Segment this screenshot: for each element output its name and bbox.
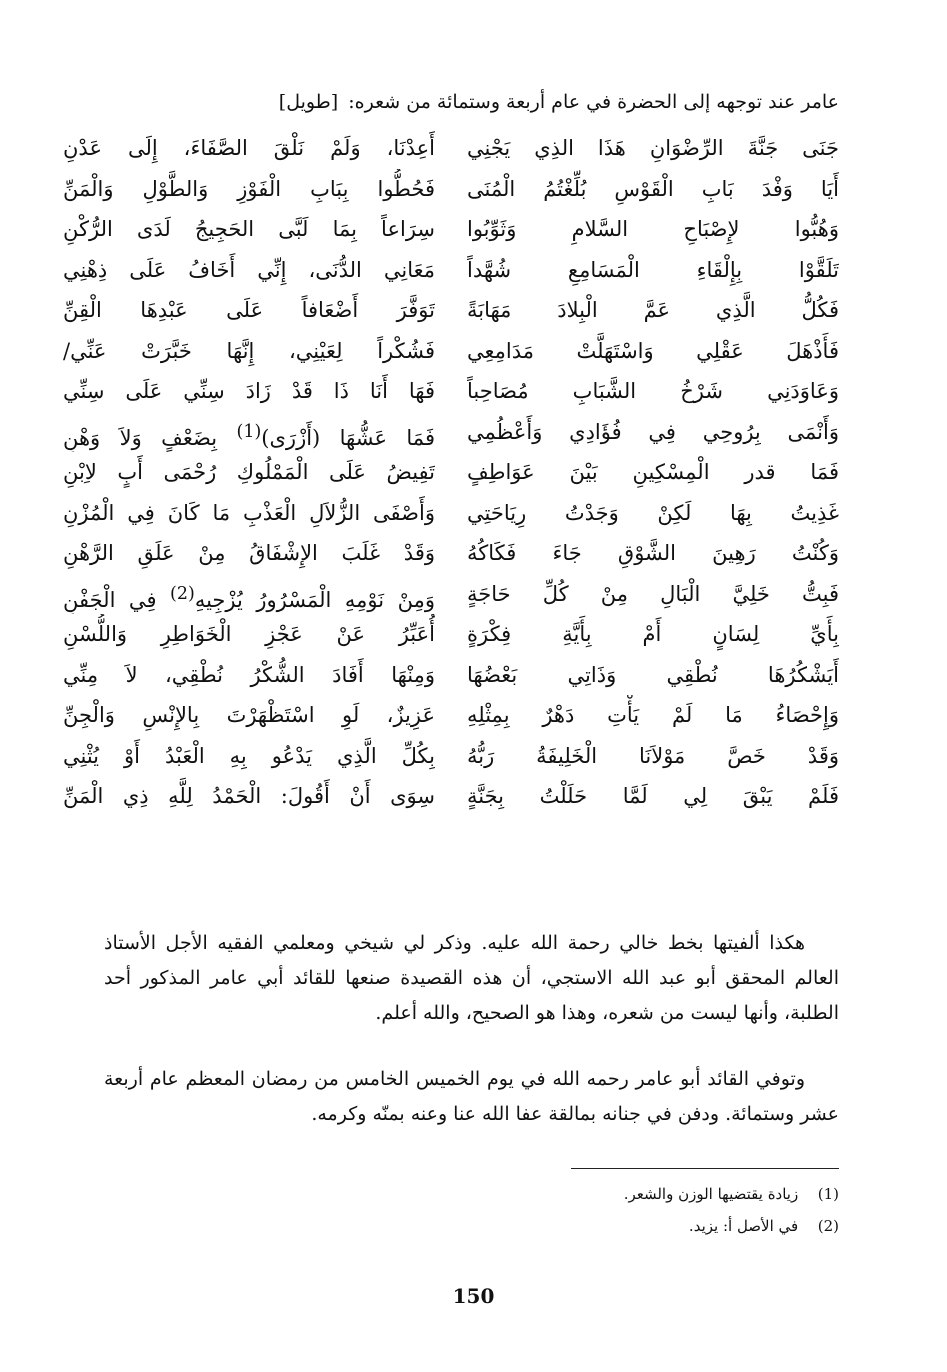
footnote-number: (1) bbox=[817, 1185, 839, 1203]
paragraph-text: وتوفي القائد أبو عامر رحمه الله في يوم الخميس الخامس من رمضان المعظم عام أربعة عشر وستمائة. ودفن في جنانه بمالقة عفا الله عنا وعنه بمنّه وكرمه. bbox=[104, 1068, 839, 1125]
footnote-number: (2) bbox=[817, 1217, 839, 1235]
verse bbox=[63, 331, 839, 372]
verse bbox=[63, 574, 839, 615]
footnote-marker: (1) bbox=[236, 421, 262, 442]
footnote-text: زيادة يقتضيها الوزن والشعر. bbox=[623, 1185, 799, 1203]
footnote bbox=[239, 1210, 839, 1242]
verse-first-hemistich: وَعَاوَدَنِي شَرْخُ الشَّبَابِ مُصَاحِباً bbox=[467, 379, 839, 403]
verse bbox=[63, 452, 839, 493]
intro-text: عامر عند توجهه إلى الحضرة في عام أربعة وستمائة من شعره: bbox=[348, 91, 839, 113]
footnote-divider bbox=[571, 1168, 839, 1169]
verse-first-hemistich: أَيَشْكُرُهَا نُطْقِي وَذَاتِي بَعْضُهَا bbox=[467, 662, 839, 687]
page-number: 150 bbox=[452, 1284, 495, 1308]
commentary-paragraph bbox=[104, 926, 839, 1031]
verse bbox=[63, 128, 839, 169]
verse bbox=[63, 655, 839, 696]
hemistich-text: وَمِنْ نَوْمِهِ الْمَسْرُورُ يُزْجِيهِ bbox=[194, 587, 435, 612]
verse-first-hemistich: فَأَذْهَلَ عَقْلِي وَاسْتَهَلَّتْ مَدَامِعِي bbox=[467, 338, 839, 363]
verse-first-hemistich: وَهُبُّوا لإِصْبَاحِ السَّلامِ وَثَوِّبُوا bbox=[467, 217, 839, 241]
verse-second-hemistich: سِوَى أَنْ أَقُولَ: الْحَمْدُ لِلَّهِ ذِي الْمَنِّ bbox=[63, 784, 435, 808]
verse-first-hemistich: فَمَا قدر الْمِسْكِينِ بَيْنَ عَوَاطِفٍ bbox=[467, 460, 839, 484]
verse-first-hemistich: وَإِحْصَاءُ مَا لَمْ يَأْتِ دَهْرٌ بِمِثْلِهِ bbox=[467, 703, 839, 727]
verse bbox=[63, 614, 839, 655]
verse-first-hemistich: وَكُنْتُ رَهِينَ الشَّوْقِ جَاءَ فَكَاكُهُ bbox=[467, 541, 839, 565]
verse bbox=[63, 695, 839, 736]
verse bbox=[63, 169, 839, 210]
verse-second-hemistich: مَعَانِي الدُّنَى، إِنِّي أَخَافُ عَلَى ذِهْنِي bbox=[63, 257, 435, 282]
verse-second-hemistich: وَقَدْ غَلَبَ الإِشْفَاقُ مِنْ عَلَقِ الرَّهْنِ bbox=[63, 541, 435, 565]
verse-first-hemistich: فَلَمْ يَبْقَ لِي لَمَّا حَلَلْتُ بِجَنَّةٍ bbox=[467, 784, 839, 808]
verse bbox=[63, 250, 839, 291]
verse-first-hemistich: وَقَدْ خَصَّ مَوْلاَنَا الْخَلِيفَةُ رَبُّهُ bbox=[467, 743, 839, 768]
verse bbox=[63, 533, 839, 574]
verse-second-hemistich bbox=[63, 574, 435, 615]
footnotes bbox=[239, 1178, 839, 1242]
verse-second-hemistich: عَزِيزٌ، لَوِ اسْتَظْهَرْتَ بِالإِنْسِ وَالْجِنِّ bbox=[63, 703, 435, 727]
verse bbox=[63, 493, 839, 534]
poem-introduction bbox=[99, 84, 839, 120]
verse bbox=[63, 290, 839, 331]
paragraph-text: هكذا ألفيتها بخط خالي رحمة الله عليه. وذكر لي شيخي ومعلمي الفقيه الأجل الأستاذ العالم المحقق أبو عبد الله الاستجي، أن هذه القصيدة صنعها للقائد أبي عامر المذكور أحد الطلبة، وأنها ليست من شعره، وهذا هو الصحيح، والله أعلم. bbox=[104, 932, 839, 1024]
verse-second-hemistich: فَحُطُّوا بِبَابِ الْفَوْزِ وَالطَّوْلِ وَالْمَنِّ bbox=[63, 176, 435, 201]
verse-second-hemistich: وَأَصْفَى الزُّلاَلِ الْعَذْبِ مَا كَانَ فِي الْمُزْنِ bbox=[63, 500, 435, 525]
verse bbox=[63, 209, 839, 250]
verse-second-hemistich: أَعِدْنَا، وَلَمْ نَلْقَ الصَّفَاءَ، إِلَى عَدْنِ bbox=[63, 136, 435, 160]
verse bbox=[63, 371, 839, 412]
verse-first-hemistich: فَكُلُّ الَّذِي عَمَّ الْبِلادَ مَهَابَةً bbox=[467, 298, 839, 322]
hemistich-text: بِضَعْفٍ وَلاَ وَهْنِ bbox=[63, 425, 237, 450]
footnote-marker: (2) bbox=[170, 583, 195, 604]
hemistich-text: فِي الْجَفْنِ bbox=[63, 587, 171, 612]
verse-second-hemistich: فَهَا أَنَا ذَا قَدْ زَادَ سِنِّي عَلَى سِنِّي bbox=[63, 379, 435, 403]
verse bbox=[63, 412, 839, 453]
verse-second-hemistich: تَفِيضُ عَلَى الْمَمْلُوكِ رُحْمَى أَبٍ لاِبْنِ bbox=[63, 460, 435, 484]
verse-first-hemistich: فَبِتُّ خَلِيَّ الْبَالِ مِنْ كُلِّ حَاجَةٍ bbox=[467, 581, 839, 606]
verse-first-hemistich: وَأَنْمَى بِرُوحِي فِي فُؤَادِي وَأَعْظُمِي bbox=[467, 419, 839, 444]
verse-second-hemistich: فَشُكْراً لِعَيْنِي، إِنَّهَا خَبَّرَتْ عَنِّي/ bbox=[63, 338, 435, 363]
verse bbox=[63, 776, 839, 817]
verse-first-hemistich: تَلَقَّوْا بِإِلْقَاءِ الْمَسَامِعِ شُهَّداً bbox=[467, 257, 839, 282]
footnote-text: في الأصل أ: يزيد. bbox=[688, 1217, 799, 1235]
verse-second-hemistich: أُعَبِّرُ عَنْ عَجْزِ الْخَوَاطِرِ وَاللُّسْنِ bbox=[63, 622, 435, 646]
hemistich-text: فَمَا عَشُّهَا (أَزْرَى) bbox=[261, 425, 435, 450]
poem bbox=[63, 128, 839, 817]
verse-first-hemistich: أَيَا وَفْدَ بَابِ الْقَوْسِ بُلِّغْتُمُ الْمُنَى bbox=[467, 176, 839, 201]
verse-second-hemistich: بِكُلِّ الَّذِي يَدْعُو بِهِ الْعَبْدُ أَوْ يُثْنِي bbox=[63, 743, 435, 768]
death-notice-paragraph bbox=[104, 1062, 839, 1132]
verse-first-hemistich: جَنَى جَنَّةَ الرِّضْوَانِ هَذَا الذِي يَجْنِي bbox=[467, 136, 839, 160]
verse-second-hemistich: تَوَفَّرَ أَضْعَافاً عَلَى عَبْدِهَا الْقِنِّ bbox=[63, 298, 435, 322]
verse-second-hemistich: وَمِنْهَا أَفَادَ الشُّكْرُ نُطْقِي، لاَ مِنِّي bbox=[63, 662, 435, 687]
verse-second-hemistich bbox=[63, 412, 435, 453]
verse bbox=[63, 736, 839, 777]
poetic-meter: [طويل] bbox=[278, 91, 339, 113]
verse-first-hemistich: غَذِيتُ بِهَا لَكِنْ وَجَدْتُ رِيَاحَتِي bbox=[467, 500, 839, 525]
footnote bbox=[239, 1178, 839, 1210]
verse-first-hemistich: بِأَيِّ لِسَانٍ أَمْ بِأَيَّةِ فِكْرَةٍ bbox=[467, 622, 839, 646]
verse-second-hemistich: سِرَاعاً بِمَا لَبَّى الحَجِيجُ لَدَى الرُّكْنِ bbox=[63, 217, 435, 241]
